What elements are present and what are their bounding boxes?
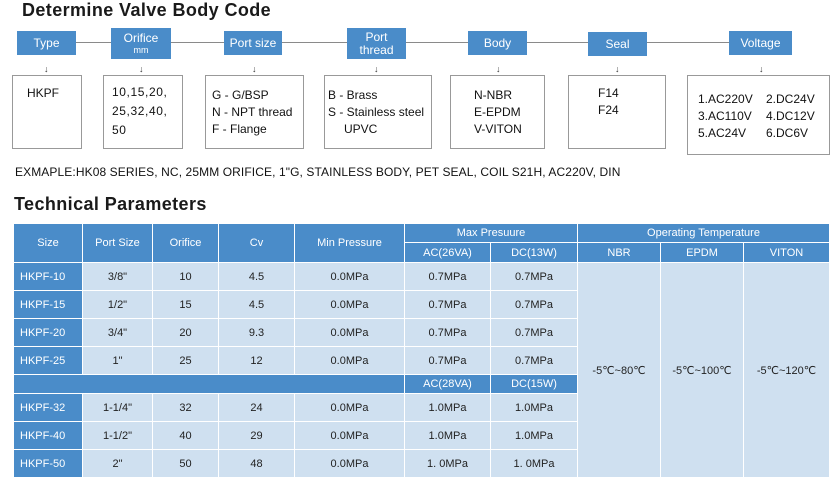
example-text: EXMAPLE:HK08 SERIES, NC, 25MM ORIFICE, 1"G, STAINLESS BODY, PET SEAL, COIL S21H, AC220V, DIN xyxy=(15,165,621,179)
header-size: Size xyxy=(14,224,83,263)
cell-port: 1-1/2" xyxy=(83,422,153,450)
cell-orifice: 32 xyxy=(153,394,219,422)
cell-min-pressure: 0.0MPa xyxy=(295,319,405,347)
tag-port-size: Port size xyxy=(224,31,282,55)
cell-orifice: 20 xyxy=(153,319,219,347)
cell-size: HKPF-10 xyxy=(14,263,83,291)
tag-type: Type xyxy=(17,31,76,55)
cell-port: 3/8" xyxy=(83,263,153,291)
cell-min-pressure: 0.0MPa xyxy=(295,450,405,478)
cell-min-pressure: 0.0MPa xyxy=(295,291,405,319)
tag-orifice: Orifice mm xyxy=(111,28,171,59)
orifice-box: 10,15,20, 25,32,40, 50 xyxy=(103,75,183,149)
cell-ac: 1. 0MPa xyxy=(405,450,491,478)
header-epdm: EPDM xyxy=(661,243,744,263)
cell-cv: 9.3 xyxy=(219,319,295,347)
header-dc: DC(15W) xyxy=(491,375,578,394)
cell-cv: 4.5 xyxy=(219,291,295,319)
cell-dc: 1.0MPa xyxy=(491,422,578,450)
cell-size: HKPF-15 xyxy=(14,291,83,319)
cell-orifice: 50 xyxy=(153,450,219,478)
port-thread-box: B - Brass S - Stainless steel UPVC xyxy=(324,75,432,149)
header-port-size: Port Size xyxy=(83,224,153,263)
cell-port: 1" xyxy=(83,347,153,375)
blank-band xyxy=(14,375,405,394)
cell-cv: 48 xyxy=(219,450,295,478)
cell-dc: 0.7MPa xyxy=(491,291,578,319)
header-viton: VITON xyxy=(744,243,830,263)
tag-port-thread: Port thread xyxy=(347,28,406,59)
header-ac: AC(28VA) xyxy=(405,375,491,394)
cell-ac: 1.0MPa xyxy=(405,394,491,422)
technical-table xyxy=(13,223,830,478)
header-dc: DC(13W) xyxy=(491,243,578,263)
arrow-down-icon: ↓ xyxy=(615,64,620,74)
cell-temp-epdm: -5℃~100℃ xyxy=(661,263,744,478)
arrow-down-icon: ↓ xyxy=(44,64,49,74)
cell-size: HKPF-32 xyxy=(14,394,83,422)
cell-orifice: 15 xyxy=(153,291,219,319)
page-title: Determine Valve Body Code xyxy=(22,0,272,20)
cell-dc: 1.0MPa xyxy=(491,394,578,422)
cell-min-pressure: 0.0MPa xyxy=(295,347,405,375)
tag-voltage: Voltage xyxy=(729,31,792,55)
cell-ac: 0.7MPa xyxy=(405,263,491,291)
header-orifice: Orifice xyxy=(153,224,219,263)
arrow-down-icon: ↓ xyxy=(496,64,501,74)
cell-size: HKPF-40 xyxy=(14,422,83,450)
cell-ac: 0.7MPa xyxy=(405,347,491,375)
cell-orifice: 25 xyxy=(153,347,219,375)
cell-ac: 0.7MPa xyxy=(405,319,491,347)
cell-cv: 12 xyxy=(219,347,295,375)
cell-cv: 4.5 xyxy=(219,263,295,291)
cell-dc: 0.7MPa xyxy=(491,347,578,375)
table-row xyxy=(14,263,830,291)
cell-cv: 24 xyxy=(219,394,295,422)
port-size-box: G - G/BSP N - NPT thread F - Flange xyxy=(205,75,304,149)
arrow-down-icon: ↓ xyxy=(252,64,257,74)
arrow-down-icon: ↓ xyxy=(374,64,379,74)
type-box: HKPF xyxy=(12,75,82,149)
cell-min-pressure: 0.0MPa xyxy=(295,394,405,422)
cell-size: HKPF-20 xyxy=(14,319,83,347)
cell-dc: 0.7MPa xyxy=(491,319,578,347)
cell-size: HKPF-25 xyxy=(14,347,83,375)
cell-port: 3/4" xyxy=(83,319,153,347)
arrow-down-icon: ↓ xyxy=(139,64,144,74)
cell-min-pressure: 0.0MPa xyxy=(295,422,405,450)
cell-dc: 0.7MPa xyxy=(491,263,578,291)
cell-size: HKPF-50 xyxy=(14,450,83,478)
header-nbr: NBR xyxy=(578,243,661,263)
cell-orifice: 10 xyxy=(153,263,219,291)
header-max-pressure: Max Presuure xyxy=(405,224,578,243)
cell-min-pressure: 0.0MPa xyxy=(295,263,405,291)
cell-ac: 1.0MPa xyxy=(405,422,491,450)
body-box: N-NBR E-EPDM V-VITON xyxy=(450,75,545,149)
cell-temp-viton: -5℃~120℃ xyxy=(744,263,830,478)
cell-dc: 1. 0MPa xyxy=(491,450,578,478)
header-cv: Cv xyxy=(219,224,295,263)
arrow-down-icon: ↓ xyxy=(759,64,764,74)
tag-seal: Seal xyxy=(588,32,647,56)
cell-temp-nbr: -5℃~80℃ xyxy=(578,263,661,478)
cell-ac: 0.7MPa xyxy=(405,291,491,319)
header-ac: AC(26VA) xyxy=(405,243,491,263)
cell-port: 1/2" xyxy=(83,291,153,319)
header-operating-temperature: Operating Temperature xyxy=(578,224,830,243)
seal-box: F14 F24 xyxy=(568,75,666,149)
voltage-box: 1.AC220V 2.DC24V 3.AC110V 4.DC12V 5.AC24V 6.DC6V xyxy=(687,75,830,155)
cell-port: 1-1/4" xyxy=(83,394,153,422)
cell-port: 2" xyxy=(83,450,153,478)
header-min-pressure: Min Pressure xyxy=(295,224,405,263)
cell-cv: 29 xyxy=(219,422,295,450)
section-title: Technical Parameters xyxy=(14,194,207,214)
cell-orifice: 40 xyxy=(153,422,219,450)
tag-body: Body xyxy=(468,31,527,55)
